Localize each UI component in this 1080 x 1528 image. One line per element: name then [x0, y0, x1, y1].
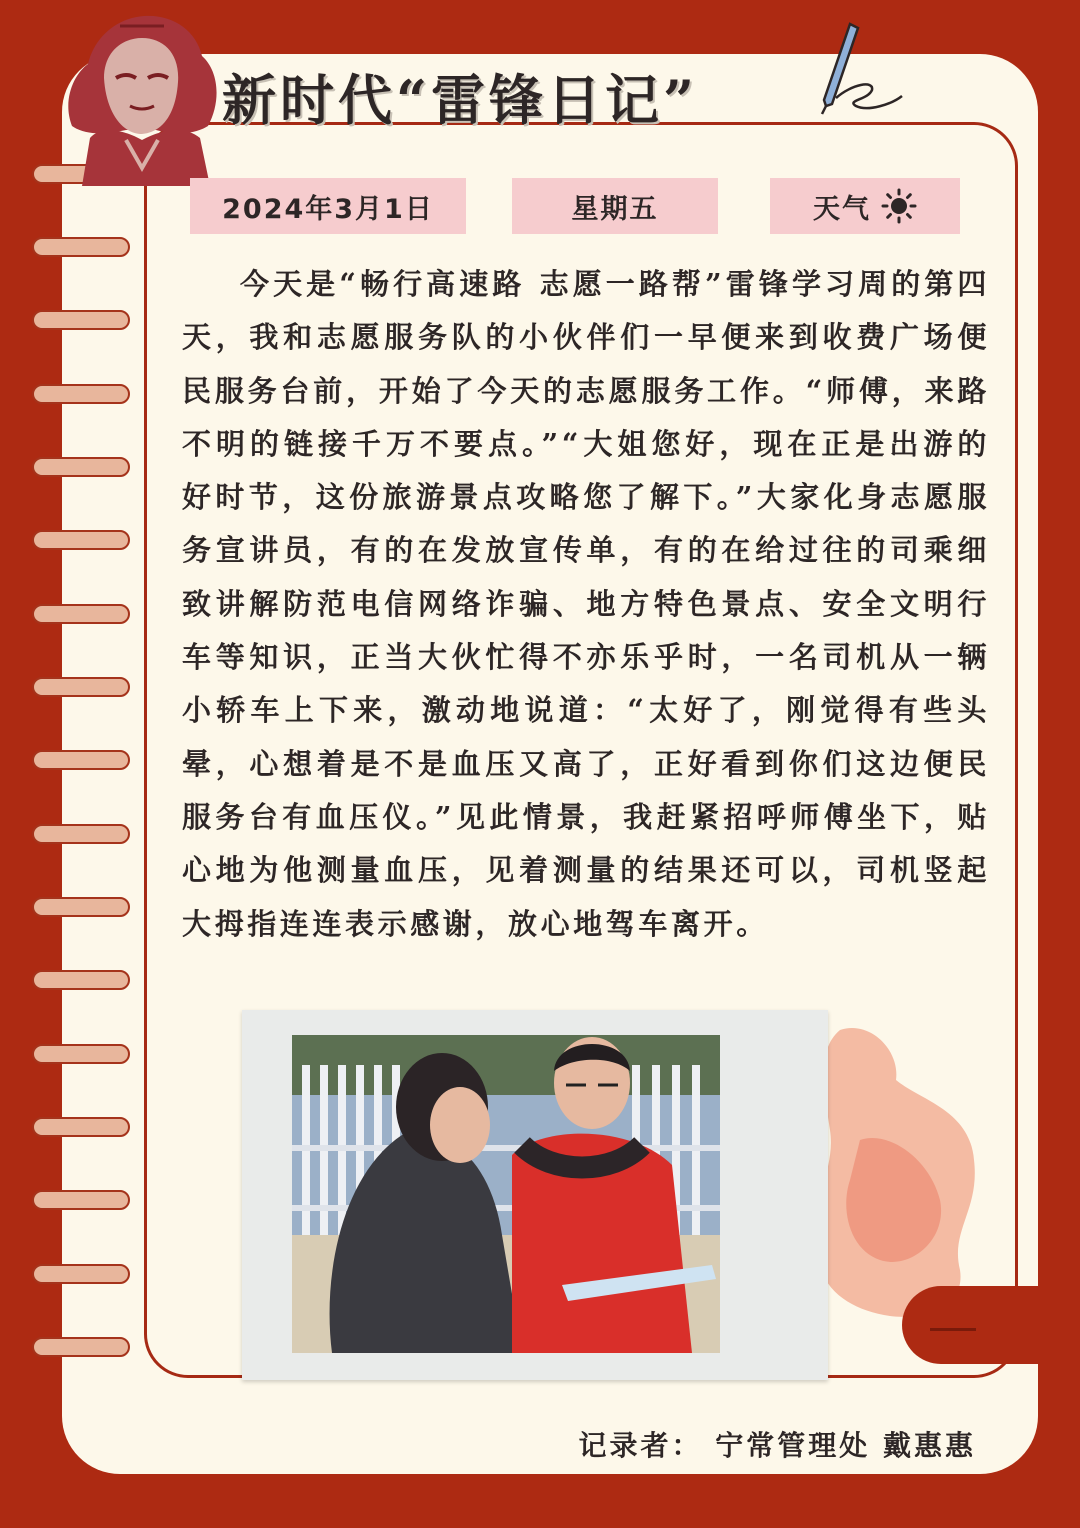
- diary-body: 今天是“畅行高速路 志愿一路帮”雷锋学习周的第四天，我和志愿服务队的小伙伴们一早便来到收费广场便民服务台前，开始了今天的志愿服务工作。“师傅，来路不明的链接千万不要点。”“大姐您好，现在正是出游的好时节，这份旅游景点攻略您了解下。”大家化身志愿服务宣讲员，有的在发放宣传单，有的在给过往的司乘细致讲解防范电信网络诈骗、地方特色景点、安全文明行车等知识，正当大伙忙得不亦乐乎时，一名司机从一辆小轿车上下来，激动地说道：“太好了，刚觉得有些头晕，心想着是不是血压又高了，正好看到你们这边便民服务台有血压仪。”见此情景，我赶紧招呼师傅坐下，贴心地为他测量血压，见着测量的结果还可以，司机竖起大拇指连连表示感谢，放心地驾车离开。: [182, 267, 990, 941]
- binding-ring: [32, 1044, 130, 1064]
- weather-tag: [770, 178, 960, 234]
- binding-ring: [32, 237, 130, 257]
- binding-ring: [32, 384, 130, 404]
- date-tag: [190, 178, 466, 234]
- sun-icon: [881, 188, 917, 224]
- side-tab: [902, 1286, 1080, 1364]
- binding-ring: [32, 530, 130, 550]
- portrait-illustration: [60, 8, 222, 188]
- volunteer-photo-illustration: [292, 1035, 720, 1353]
- binding-ring: [32, 310, 130, 330]
- binding-ring: [32, 824, 130, 844]
- weekday-text: 星期五: [571, 193, 659, 225]
- binding-ring: [32, 1337, 130, 1357]
- binding-ring: [32, 1190, 130, 1210]
- binding-ring: [32, 677, 130, 697]
- volunteer-photo: [292, 1035, 720, 1353]
- binding-ring: [32, 604, 130, 624]
- binding-ring: [32, 1264, 130, 1284]
- recorder-credit: 记录者： 宁常管理处 戴惠惠: [578, 1429, 976, 1462]
- binding-ring: [32, 457, 130, 477]
- binding-ring: [32, 750, 130, 770]
- page-title: 新时代“雷锋日记”: [222, 68, 699, 132]
- weather-label: 天气: [813, 193, 871, 225]
- photo-frame: [242, 1010, 828, 1380]
- binding-ring: [32, 1117, 130, 1137]
- binding-ring: [32, 970, 130, 990]
- date-text: 2024年3月1日: [222, 193, 434, 225]
- pen-icon: [812, 18, 912, 118]
- weekday-tag: [512, 178, 718, 234]
- binding-ring: [32, 897, 130, 917]
- side-tab-line: [930, 1328, 976, 1331]
